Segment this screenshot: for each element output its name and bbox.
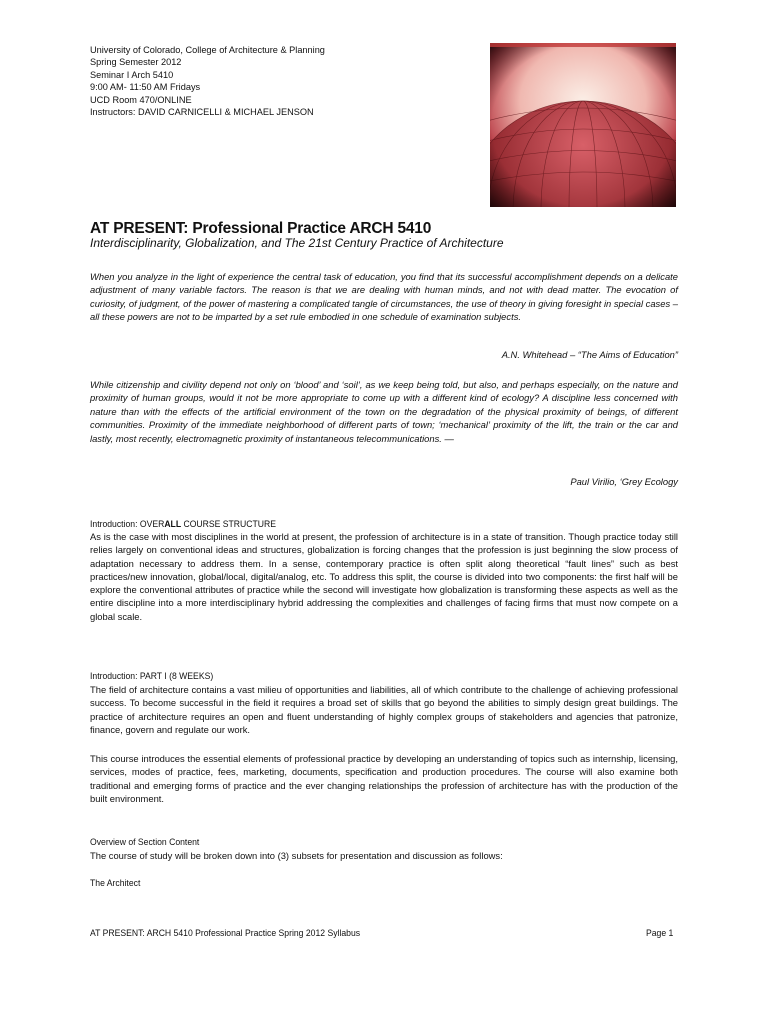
epigraph-attribution: Paul Virilio, ‘Grey Ecology [570,476,678,487]
section-paragraph: The field of architecture contains a vast milieu of opportunities and liabilities, all of which contribute to the challenge of achieving professional success. To become successful in the field it requires a broad set of skills that go beyond the abilities to simply design great buildings. The practice of architecture requires an open and fluent understanding of highly complex groups of stakeholders and agencies that patronize, finance, govern and regulate our work. [90,684,678,735]
section-heading-part-one: Introduction: PART I (8 WEEKS) [90,670,214,681]
course-info-block [90,44,470,118]
heading-text: Introduction: OVER [90,518,165,529]
subsection-heading-architect: The Architect [90,877,141,888]
page-number: Page 1 [646,927,674,938]
section-heading-overview: Overview of Section Content [90,836,200,847]
course-info-line: University of Colorado, College of Architecture & Planning [90,45,325,55]
course-info-line: 9:00 AM- 11:50 AM Fridays [90,82,201,93]
course-info-line: Seminar I Arch 5410 [90,69,174,80]
section-heading-overall-structure [90,518,276,529]
section-paragraph: This course introduces the essential elements of professional practice by developing an understanding of topics such as internship, licensing, services, modes of practice, fees, marketing, documents, specification and production procedures. The course will also examine both traditional and emerging forms of practice and the ever changing relationships the profession of architecture has with the production of the built environment. [90,753,678,804]
dome-photo-graphic [490,43,676,207]
epigraph-quote: While citizenship and civility depend not only on ‘blood’ and ‘soil’, as we keep being told, but also, and perhaps especially, on the nature and proximity of human groups, would it not be more appropriate to come up with a different kind of ecology? A discipline less concerned with nature than with the effects of the artificial environment of the town on the degradation of the physical proximity of beings, of different communities. Proximity of the immediate neighborhood of different parts of town; ‘mechanical’ proximity of the lift, the train or the car and lastly, most recently, electromagnetic proximity of instantaneous telecommunications. — [90,379,678,444]
document-subtitle: Interdisciplinarity, Globalization, and The 21st Century Practice of Architecture [90,236,504,250]
dome-photo [490,43,676,207]
section-paragraph: As is the case with most disciplines in the world at present, the profession of architecture is in a state of transition. Though practice today still relies largely on conventional ideas and structures, globalization is forcing changes that the profession is just beginning the slow process of adaptation necessary to address them. In a sense, contemporary practice is often split along theoretical “fault lines” such as best practices/new innovation, global/local, digital/analog, etc. To address this split, the course is divided into two components: the first half will be explore the conventional attributes of practice while the second will investigate how globalization is transforming these aspects as well as the entire discipline into a more interdisciplinary hybrid addressing the complexities and challenges of facing firms that must now compete on a global scale. [90,531,678,622]
course-info-line: UCD Room 470/ONLINE [90,94,192,105]
course-info-line: Spring Semester 2012 [90,57,182,68]
heading-bold-text: ALL [164,518,182,529]
course-info-line: Instructors: DAVID CARNICELLI & MICHAEL JENSON [90,107,314,118]
epigraph-quote: When you analyze in the light of experience the central task of education, you find that its successful accomplishment depends on a delicate adjustment of many variable factors. The reason is that we are dealing with human minds, and not with dead matter. The evocation of curiosity, of judgment, of the power of mastering a complicated tangle of circumstances, the use of theory in giving foresight in special cases – all these powers are not to be imparted by a set rule embodied in one schedule of examination subjects. [90,271,678,323]
epigraph-attribution: A.N. Whitehead – “The Aims of Education” [501,349,678,360]
heading-text: COURSE STRUCTURE [181,518,276,529]
page-footer-title: AT PRESENT: ARCH 5410 Professional Practice Spring 2012 Syllabus [90,927,361,938]
document-title: AT PRESENT: Professional Practice ARCH 5410 [90,220,432,237]
section-paragraph: The course of study will be broken down into (3) subsets for presentation and discussion as follows: [90,850,503,861]
